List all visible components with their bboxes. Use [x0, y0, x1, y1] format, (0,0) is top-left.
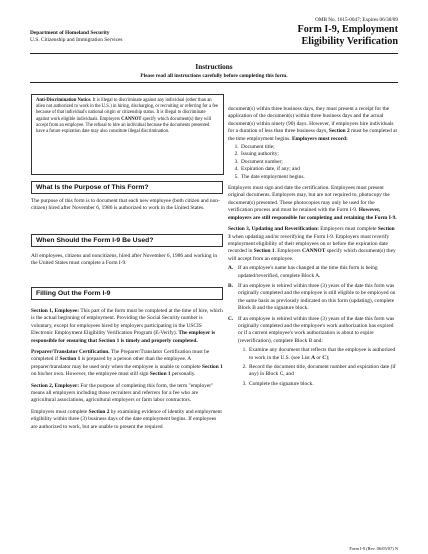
- filling-text: [31, 308, 224, 431]
- record-item: 2. Issuing authority;: [240, 151, 398, 158]
- section3-text-2: when updating and/or reverifying the Form I-9. Employers must reverify employment eligibility of their employees on or before the expiration date recorded in: [228, 233, 390, 255]
- when-text: All employees, citizens and noncitizens, hired after November 6, 1986 and working in the United States must complete a Form I-9.: [31, 253, 218, 267]
- section3-text-4: specify which document(s) they will accept from an employee.: [228, 248, 396, 262]
- section3-ref: Section 3: [228, 226, 395, 240]
- block-a-item: [228, 265, 398, 280]
- notice-text: It is illegal to discriminate against any individual (other than an alien not authorized to work in the U.S.) in hiring, discharging, or recruiting or referring for a fee because of that individual's national origin or citizenship status. It is illegal to discriminate against work eligible individuals. Employers: [36, 98, 219, 122]
- section1-text: This part of the form must be completed at the time of hire, which is the actual beginning of employment. Providing the Social Security number is voluntary, except for employees hired by employers participating in the USCIS Electronic Employment Eligibility Verification Program (E-Verify).: [31, 308, 223, 337]
- signature-bold: However, employers are still responsible for completing and retaining the Form I-9.: [228, 207, 397, 221]
- anti-discrimination-notice: [31, 94, 224, 175]
- block-c-step: 3. Complete the signature block.: [248, 381, 398, 388]
- block-c-step: [248, 347, 398, 362]
- section2-text: For the purpose of completing this form, the term "employer" means all employers including those recruiters and referrers for a fee who are agricultural associations, agricultural employers or farm labor contractors.: [31, 382, 214, 404]
- section2-evidence-text-2: by examining evidence of identity and employment eligibility within three (3) business days of the date employment begins. If employees are authorized to work, but are unable to present the required: [31, 408, 222, 430]
- section3-lead: Section 3, Updating and Reverification:: [228, 226, 319, 233]
- continuation-section-ref: Section 2: [328, 128, 350, 135]
- section1-paragraph: [31, 308, 224, 345]
- section2-lead: Section 2, Employer:: [31, 382, 80, 389]
- step1-list-c: C: [322, 354, 327, 361]
- preparer-section-ref-2: Section 1: [201, 363, 223, 370]
- step1-list-a: A: [311, 354, 316, 361]
- step1-text: Examine any document that reflects that the employee is authorized to work in the U.S. (see List: [249, 347, 396, 361]
- instructions-divider: [30, 82, 398, 83]
- section3-paragraph: [228, 226, 398, 263]
- preparer-lead: Preparer/Translator Certification.: [31, 349, 110, 356]
- record-list: [228, 144, 398, 181]
- instructions-heading: Instructions: [195, 63, 233, 71]
- section2-evidence-ref: Section 2: [88, 408, 110, 415]
- block-c-text: If an employee is rehired within three (3) years of the date this form was originally completed and the employee's work authorization has expired or if a current employee's work authorization is about to expire (reverification), complete Block B and:: [238, 315, 395, 344]
- form-title-block: [280, 17, 398, 48]
- instructions-subheading: Please read all instructions carefully before completing this form.: [140, 73, 288, 79]
- notice-cannot: CANNOT: [121, 116, 142, 122]
- continuation-paragraph: [228, 106, 398, 143]
- block-c-letter: C.: [228, 315, 234, 322]
- block-list: [228, 265, 398, 388]
- form-title-line2: Eligibility Verification: [301, 36, 398, 47]
- step1-end: );: [326, 354, 330, 361]
- block-a-text: If an employee's name has changed at the time this form is being updated/reverified, complete Block A.: [238, 265, 378, 279]
- record-item: 3. Document number;: [240, 159, 398, 166]
- header-divider: [30, 53, 398, 54]
- agency-block: [30, 30, 190, 45]
- preparer-text-1: The Preparer/Translator Certification must be completed if: [31, 349, 210, 363]
- block-c-step: 2. Record the document title, document number and expiration date (if any) in Block C, and: [248, 364, 398, 379]
- section2-paragraph: [31, 383, 224, 405]
- section2-evidence-paragraph: [31, 409, 224, 431]
- section1-bold: The employer is responsible for ensuring that Section 1 is timely and properly completed.: [31, 330, 216, 344]
- continuation-bold: Employers must record:: [291, 135, 348, 142]
- section3-cannot: CANNOT: [301, 248, 326, 255]
- filling-heading: Filling Out the Form I-9: [31, 287, 223, 300]
- form-revision-footer: Form I-9 (Rev. 06/05/07) N: [349, 546, 398, 551]
- section3-ref-section1: Section 1: [253, 248, 275, 255]
- continuation-text-1: document(s) within three business days, they must present a receipt for the application of the document(s) within three business days and the actual document(s) within ninety (90) days. However, if employers hire individuals for a duration of less than three business days,: [228, 106, 394, 135]
- department-name: Department of Homeland Security: [30, 30, 110, 36]
- block-a-letter: A.: [228, 265, 234, 272]
- purpose-text: The purpose of this form is to document that each new employee (both citizen and non-citizen) hired after November 6, 1986 is authorized to work in the United States.: [31, 198, 220, 212]
- signature-paragraph: [228, 185, 398, 222]
- section3-text-3: . Employers: [274, 248, 302, 255]
- right-column: [228, 106, 398, 391]
- notice-text-2: specify which document(s) they will accept from an employee. The refusal to hire an individual because the documents presented have a future expiration date may also constitute illegal discrimination.: [36, 116, 212, 135]
- preparer-text-3: on his/her own. However, the employee must still sign: [31, 371, 150, 378]
- record-item: 4. Expiration date, if any; and: [240, 166, 398, 173]
- signature-text: Employers must sign and date the certification. Employees must present original documents. Employers may, but are not required to, photocopy the document(s) presented. These photocopies may only be used for the verification process and must be retained with the Form I-9.: [228, 185, 390, 214]
- notice-lead: Anti-Discrimination Notice.: [36, 98, 92, 103]
- section1-lead: Section 1, Employee:: [31, 308, 80, 314]
- preparer-text-2: is prepared by a person other than the employee. A preparer/translator may be used only when the employee is unable to complete: [31, 356, 202, 370]
- form-title-line1: Form I-9, Employment: [297, 24, 398, 35]
- block-c-item: [228, 316, 398, 389]
- block-b-item: [228, 283, 398, 313]
- block-c-steps: [238, 347, 398, 388]
- section3-text-1: Employers must complete: [318, 226, 378, 233]
- omb-number: OMB No. 1615-0047; Expires 06/30/09: [315, 17, 398, 23]
- purpose-heading: What Is the Purpose of This Form?: [31, 181, 223, 194]
- block-b-text: If an employee is rehired within three (3) years of the date this form was originally completed and the employee is still eligible to be employed on the same basis as previously indicated on this form (updating), complete Block B and the signature block.: [238, 282, 396, 312]
- agency-name: U.S. Citizenship and Immigration Services: [30, 37, 123, 44]
- preparer-section-ref-3: Section 1: [149, 371, 171, 378]
- section2-evidence-text-1: Employers must complete: [31, 408, 89, 415]
- step1-or: or: [315, 354, 323, 361]
- preparer-paragraph: [31, 349, 224, 379]
- block-b-letter: B.: [228, 282, 233, 289]
- when-heading: When Should the Form I-9 Be Used?: [31, 234, 223, 247]
- continuation-text-2: must be completed at the time employment begins.: [228, 128, 398, 142]
- preparer-text-4: personally.: [170, 371, 196, 378]
- preparer-section-ref-1: Section 1: [59, 356, 81, 363]
- record-item: 5. The date employment begins.: [240, 174, 398, 181]
- record-item: 1. Document title;: [240, 144, 398, 151]
